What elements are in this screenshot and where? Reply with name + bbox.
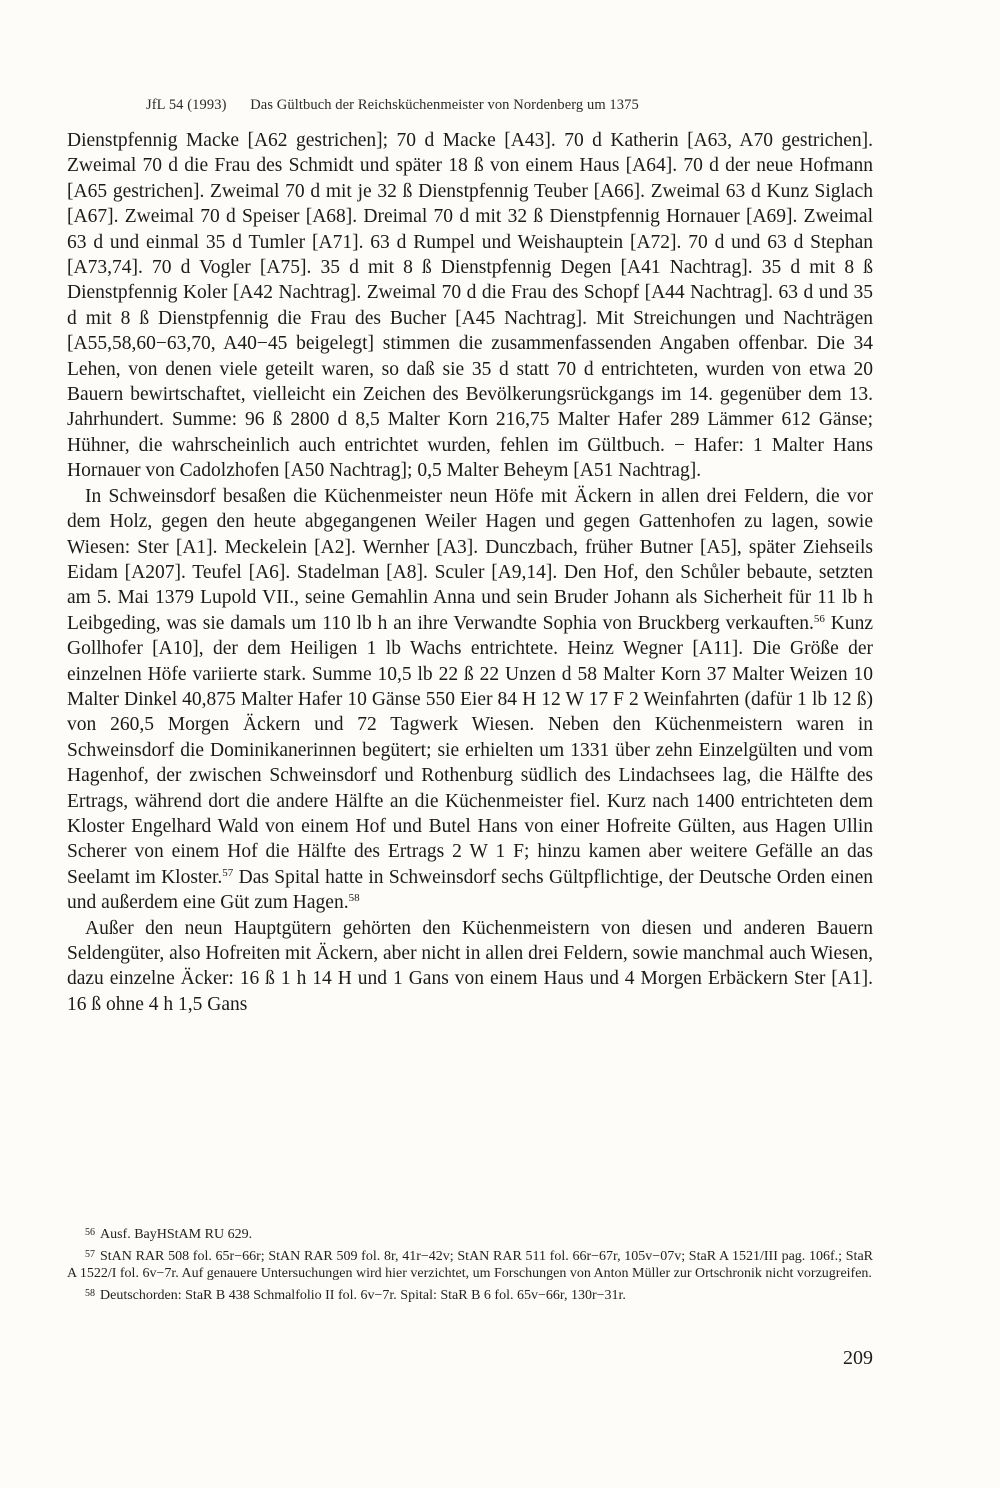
paragraph-2-text: In Schweinsdorf besaßen die Küchenmeister neun Höfe mit Äckern in allen drei Feldern, die vor dem Holz, gegen den heute abgegangenen Weiler Hagen und gegen Gattenhofen zu lagen, sowie Wiesen: Ster [A1]. Meckelein [A2]. Wernher [A3]. Dunczbach, früher Butner [A5], später Ziehseils Eidam [A207]. Teufel [A6]. Stadelman [A8]. Sculer [A9,14]. Den Hof, den Schůler bebaute, setzten am 5. Mai 1379 Lupold VII., seine Gemahlin Anna und sein Bruder Johann als Sicherheit für 11 lb h Leibgeding, was sie damals um 110 lb h an ihre Verwandte Sophia von Bruckberg verkauften. <box>67 485 873 634</box>
paragraph-2 <box>67 484 873 916</box>
running-head <box>146 97 639 114</box>
footnote-56 <box>67 1224 873 1244</box>
footnote-number: 58 <box>85 1287 95 1299</box>
paragraph-2-text-cont: Kunz Gollhofer [A10], der dem Heiligen 1 lb Wachs entrichtete. Heinz Wegner [A11]. Die Größe der einzelnen Höfe variierte stark. Summe 10,5 lb 22 ß 22 Unzen d 58 Malter Korn 37 Malter Weizen 10 Malter Dinkel 40,875 Malter Hafer 10 Gänse 550 Eier 84 H 12 W 17 F 2 Weinfahrten (dafür 1 lb 12 ß) von 260,5 Morgen Äckern und 72 Tagwerk Wiesen. Neben den Küchenmeistern waren in Schweinsdorf die Dominikanerinnen begütert; sie erhielten um 1331 über zehn Einzelgülten und vom Hagenhof, der zwischen Schweinsdorf und Rothenburg südlich des Lindachsees lag, die Hälfte des Ertrags, während dort die andere Hälfte an die Küchenmeister fiel. Kurz nach 1400 entrichteten dem Kloster Engelhard Wald von einem Hof und Butel Hans von einer Hofreite Gülten, aus Hagen Ullin Scherer von einem Hof die Hälfte des Ertrags 2 W 1 F; hinzu kamen aber weitere Gefälle an das Seelamt im Kloster. <box>67 612 873 888</box>
footnotes <box>67 1224 873 1306</box>
journal-citation: JfL 54 (1993) <box>146 97 227 113</box>
paragraph-1-text: Dienstpfennig Macke [A62 gestrichen]; 70 d Macke [A43]. 70 d Katherin [A63, A70 gestrichen]. Zweimal 70 d die Frau des Schmidt und später 18 ß von einem Haus [A64]. 70 d der neue Hofmann [A65 gestrichen]. Zweimal 70 d mit je 32 ß Dienstpfennig Teuber [A66]. Zweimal 63 d Kunz Siglach [A67]. Zweimal 70 d Speiser [A68]. Dreimal 70 d mit 32 ß Dienstpfennig Hornauer [A69]. Zweimal 63 d und einmal 35 d Tumler [A71]. 63 d Rumpel und Weishauptein [A72]. 70 d und 63 d Stephan [A73,74]. 70 d Vogler [A75]. 35 d mit 8 ß Dienstpfennig Degen [A41 Nachtrag]. 35 d mit 8 ß Dienstpfennig Koler [A42 Nachtrag]. Zweimal 70 d die Frau des Schopf [A44 Nachtrag]. 63 d und 35 d mit 8 ß Dienstpfennig die Frau des Bucher [A45 Nachtrag]. Mit Streichungen und Nachträgen [A55,58,60−63,70, A40−45 beigelegt] stimmen die zusammenfassenden Angaben offenbar. Die 34 Lehen, von denen viele geteilt waren, so daß sie 35 d statt 70 d entrichteten, wurden von etwa 20 Bauern bewirtschaftet, vielleicht ein Zeichen des Bevölkerungsrückgangs im 14. gegenüber dem 13. Jahrhundert. Summe: 96 ß 2800 d 8,5 Malter Korn 216,75 Malter Hafer 289 Lämmer 612 Gänse; Hühner, die wahrscheinlich auch entrichtet wurden, fehlen im Gültbuch. − Hafer: 1 Malter Hans Hornauer von Cadolzhofen [A50 Nachtrag]; 0,5 Malter Beheym [A51 Nachtrag]. <box>67 130 873 482</box>
footnote-text: Ausf. BayHStAM RU 629. <box>100 1227 253 1242</box>
footnote-text: StAN RAR 508 fol. 65r−66r; StAN RAR 509 fol. 8r, 41r−42v; StAN RAR 511 fol. 66r−67r, 105v−07v; StaR A 1521/III pag. 106f.; StaR A 1522/I fol. 6v−7r. Auf genauere Untersuchungen wird hier verzichtet, um Forschungen von Anton Müller zur Ortschronik nicht vorzugreifen. <box>67 1248 873 1282</box>
paragraph-3-text: Außer den neun Hauptgütern gehörten den Küchenmeistern von diesen und anderen Bauern Seldengüter, also Hofreiten mit Äckern, aber nicht in allen drei Feldern, sowie manchmal auch Wiesen, dazu einzelne Äcker: 16 ß 1 h 14 H und 1 Gans von einem Haus und 4 Morgen Erbäckern Ster [A1]. 16 ß ohne 4 h 1,5 Gans <box>67 917 873 1015</box>
footnote-ref-58[interactable]: 58 <box>348 892 360 905</box>
article-title: Das Gültbuch der Reichsküchenmeister von Nordenberg um 1375 <box>250 97 639 113</box>
footnote-58 <box>67 1285 873 1305</box>
footnote-number: 56 <box>85 1227 95 1238</box>
paragraph-2-text-cont2: Das Spital hatte in Schweinsdorf sechs Gültpflichtige, der Deutsche Orden einen und außerdem eine Güt zum Hagen. <box>67 866 873 914</box>
footnote-ref-56[interactable]: 56 <box>813 612 825 625</box>
footnote-57 <box>67 1246 873 1283</box>
footnote-text: Deutschorden: StaR B 438 Schmalfolio II fol. 6v−7r. Spital: StaR B 6 fol. 65v−66r, 130r−31r. <box>100 1287 626 1303</box>
paragraph-1 <box>67 128 873 484</box>
body-text <box>67 128 873 1017</box>
footnote-ref-57[interactable]: 57 <box>222 866 234 879</box>
footnote-number: 57 <box>85 1248 95 1260</box>
page-number: 209 <box>843 1347 873 1369</box>
paragraph-3 <box>67 916 873 1018</box>
